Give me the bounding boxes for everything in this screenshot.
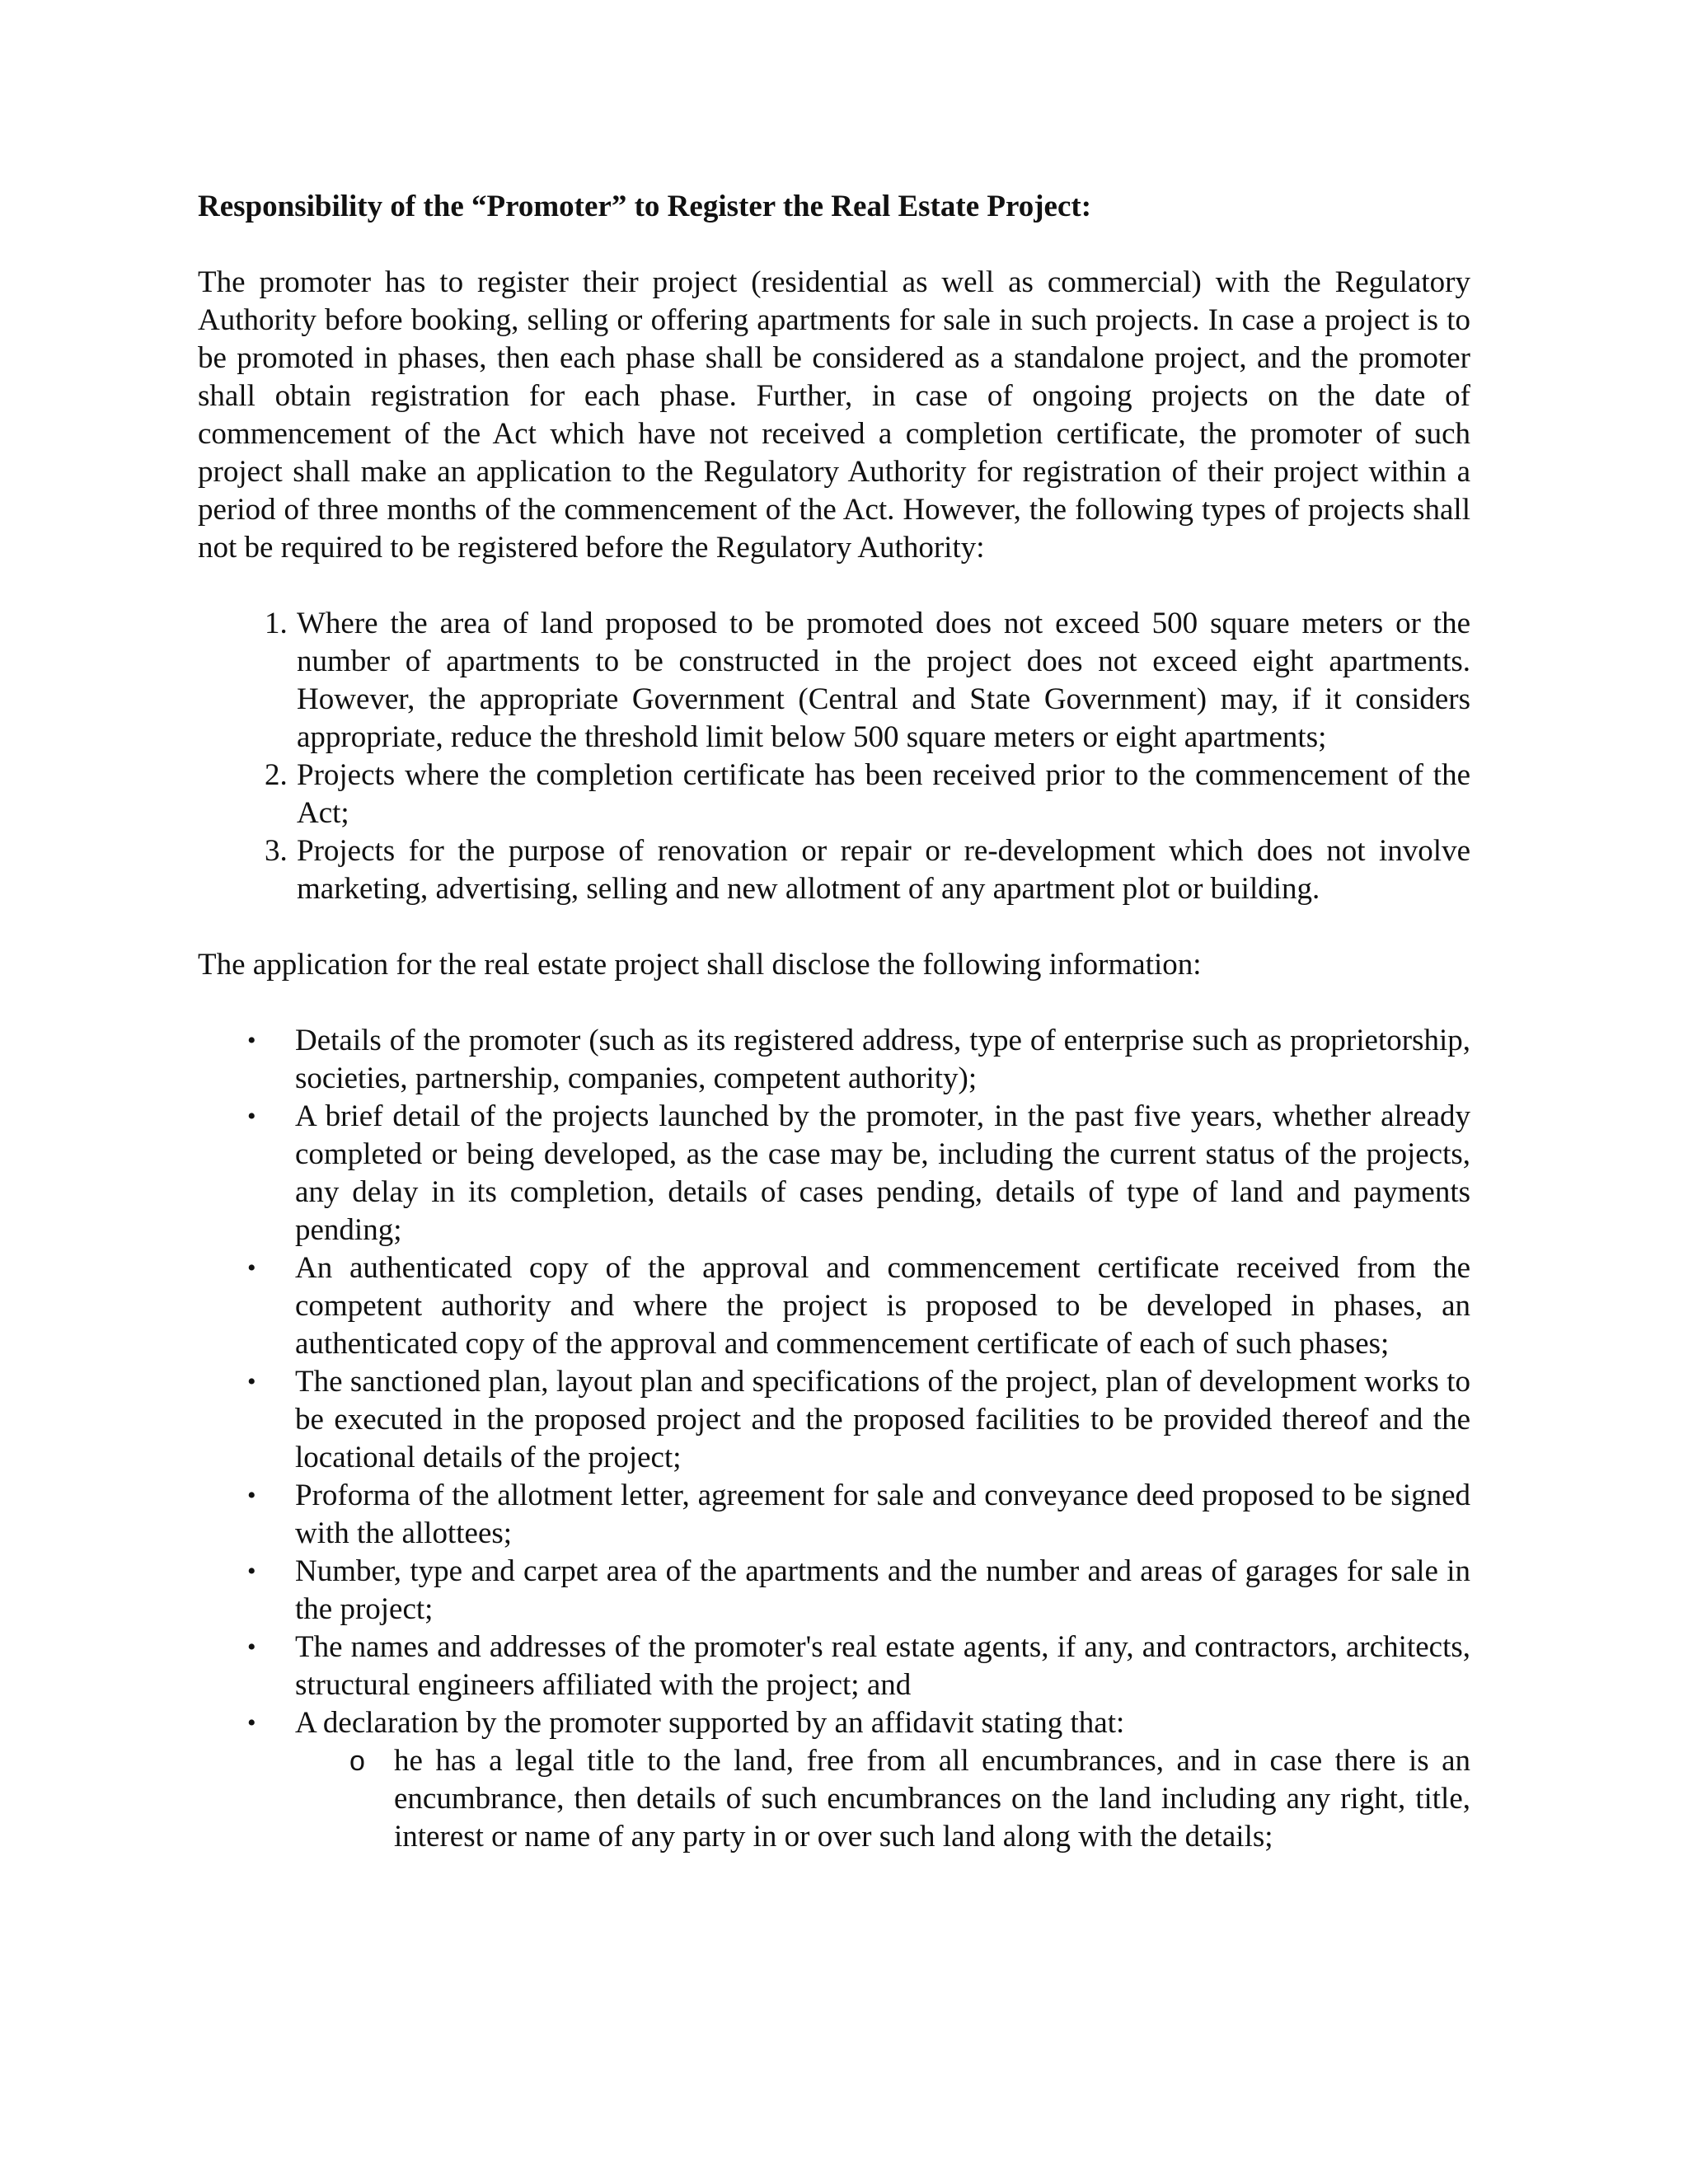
- disclosure-item: [247, 1249, 1470, 1363]
- disclosure-item: [247, 1363, 1470, 1477]
- disclosure-text: Proforma of the allotment letter, agreement for sale and conveyance deed proposed to be signed with the allottees;: [295, 1479, 1470, 1550]
- disclosure-text: Details of the promoter (such as its registered address, type of enterprise such as proprietorship, societies, partnership, companies, competent authority);: [295, 1024, 1470, 1095]
- document-page: [198, 188, 1470, 1856]
- bullet-icon: •: [247, 1103, 256, 1130]
- disclosures-list: [198, 1022, 1470, 1856]
- bullet-icon: •: [247, 1709, 256, 1736]
- bullet-icon: •: [247, 1027, 256, 1054]
- disclosure-text: The sanctioned plan, layout plan and specifications of the project, plan of development works to be executed in the proposed project and the proposed facilities to be provided thereof and the locational details of the project;: [295, 1365, 1470, 1474]
- disclosure-item: [247, 1629, 1470, 1704]
- disclosure-item: [247, 1022, 1470, 1098]
- exemption-item: 2. Projects where the completion certificate has been received prior to the commencement of the Act;: [295, 757, 1470, 832]
- declaration-subitem-text: he has a legal title to the land, free from all encumbrances, and in case there is an encumbrance, then details of such encumbrances on the land including any right, title, interest or name of any party in or over such land along with the details;: [394, 1744, 1470, 1854]
- disclosure-text: A brief detail of the projects launched by the promoter, in the past five years, whether already completed or being developed, as the case may be, including the current status of the projects, any delay in its completion, details of cases pending, details of type of land and payments pending;: [295, 1099, 1470, 1247]
- bullet-icon: •: [247, 1558, 256, 1585]
- bullet-icon: •: [247, 1254, 256, 1282]
- bullet-icon: •: [247, 1368, 256, 1395]
- disclosure-item: [247, 1704, 1470, 1856]
- disclosure-text: An authenticated copy of the approval and commencement certificate received from the competent authority and where the project is proposed to be developed in phases, an authenticated copy of the approval and commencement certificate of each of such phases;: [295, 1251, 1470, 1361]
- disclosure-item: [247, 1477, 1470, 1553]
- bullet-icon: •: [247, 1482, 256, 1509]
- section-heading: Responsibility of the “Promoter” to Register the Real Estate Project:: [198, 190, 1092, 223]
- disclosure-text: A declaration by the promoter supported by an affidavit stating that:: [295, 1706, 1125, 1740]
- bullet-icon: •: [247, 1633, 256, 1661]
- circle-bullet-icon: o: [349, 1746, 365, 1777]
- exemption-item: 3. Projects for the purpose of renovation or repair or re-development which does not involve marketing, advertising, selling and new allotment of any apartment plot or building.: [295, 832, 1470, 908]
- disclosure-item: [247, 1098, 1470, 1249]
- exemptions-list: [198, 605, 1470, 908]
- disclosure-text: The names and addresses of the promoter's real estate agents, if any, and contractors, architects, structural engineers affiliated with the project; and: [295, 1630, 1470, 1702]
- declaration-sublist: [295, 1742, 1470, 1856]
- declaration-subitem: [349, 1742, 1470, 1856]
- exemption-item: 1. Where the area of land proposed to be promoted does not exceed 500 square meters or the number of apartments to be constructed in the project does not exceed eight apartments. However, the appropriate Government (Central and State Government) may, if it considers appropriate, reduce the threshold limit below 500 square meters or eight apartments;: [295, 605, 1470, 757]
- disclosure-item: [247, 1553, 1470, 1629]
- disclosure-text: Number, type and carpet area of the apartments and the number and areas of garages for sale in the project;: [295, 1554, 1470, 1626]
- intro-paragraph: The promoter has to register their project (residential as well as commercial) with the Regulatory Authority before booking, selling or offering apartments for sale in such projects. In case a project is to be promoted in phases, then each phase shall be considered as a standalone project, and the promoter shall obtain registration for each phase. Further, in case of ongoing projects on the date of commencement of the Act which have not received a completion certificate, the promoter of such project shall make an application to the Regulatory Authority for registration of their project within a period of three months of the commencement of the Act. However, the following types of projects shall not be required to be registered before the Regulatory Authority:: [198, 265, 1470, 565]
- disclosure-intro: The application for the real estate project shall disclose the following information:: [198, 948, 1202, 982]
